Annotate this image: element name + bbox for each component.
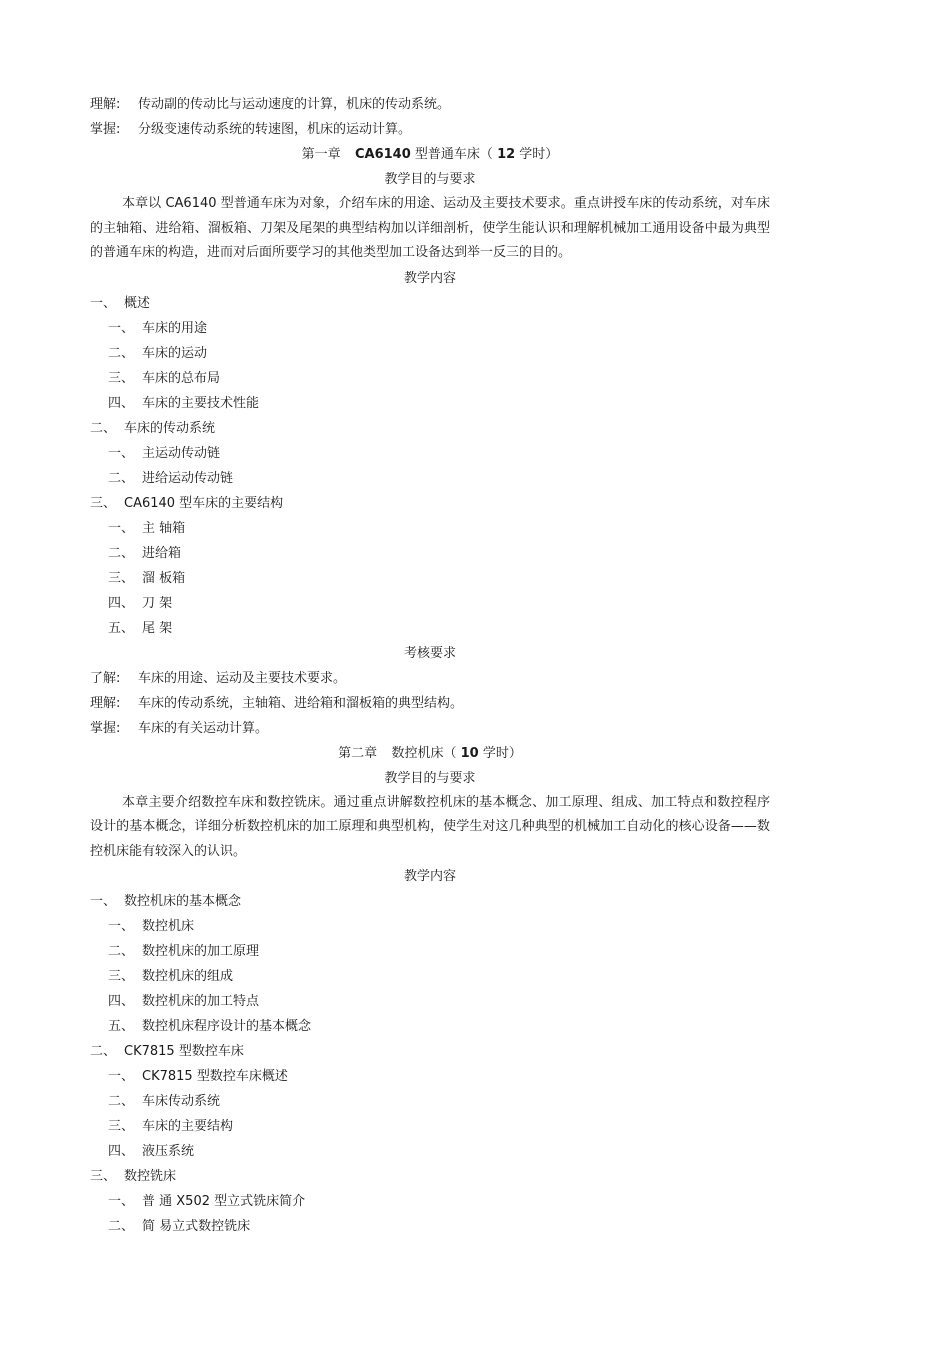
list-item bbox=[90, 516, 770, 541]
list-item bbox=[90, 466, 770, 491]
ch1-section-2 bbox=[90, 416, 770, 441]
item-num: 三、 bbox=[108, 1119, 135, 1134]
list-item bbox=[90, 616, 770, 641]
item-num: 二、 bbox=[108, 1219, 135, 1234]
chapter1-exam-heading: 考核要求 bbox=[403, 645, 456, 661]
chapter2-title bbox=[90, 741, 770, 766]
master-label: 掌握: bbox=[90, 122, 121, 137]
item-text: 进给箱 bbox=[142, 545, 182, 561]
section-num: 一、 bbox=[90, 894, 117, 909]
chapter2-title-hours: 10 bbox=[460, 745, 479, 761]
chapter1-title-code: CA6140 bbox=[354, 147, 411, 162]
item-text: 尾 架 bbox=[142, 620, 173, 636]
chapter2-title-middle: 数控机床（ bbox=[391, 745, 457, 761]
chapter1-title bbox=[90, 142, 770, 167]
item-text: 数控机床的加工特点 bbox=[142, 994, 260, 1009]
section-title: 数控机床的基本概念 bbox=[124, 894, 242, 909]
item-text: 数控机床程序设计的基本概念 bbox=[142, 1019, 312, 1034]
list-item bbox=[90, 341, 770, 366]
item-num: 一、 bbox=[108, 445, 135, 461]
list-item bbox=[90, 541, 770, 566]
list-item bbox=[90, 939, 770, 964]
item-num: 三、 bbox=[108, 370, 135, 386]
item-text: 数控机床的组成 bbox=[142, 969, 234, 984]
exam-text: 车床的传动系统，主轴箱、进给箱和溜板箱的典型结构。 bbox=[138, 695, 464, 711]
ch1-section-3 bbox=[90, 491, 770, 516]
list-item bbox=[90, 1064, 770, 1089]
list-item bbox=[90, 591, 770, 616]
chapter2-title-prefix: 第二章 bbox=[338, 745, 378, 761]
list-item bbox=[90, 1014, 770, 1039]
section-num: 三、 bbox=[90, 1169, 117, 1184]
section-title: 概述 bbox=[124, 295, 151, 311]
item-num: 一、 bbox=[108, 520, 135, 536]
item-num: 五、 bbox=[108, 620, 135, 636]
exam-text: 车床的有关运动计算。 bbox=[138, 720, 269, 736]
chapter2-goal-heading: 教学目的与要求 bbox=[384, 770, 476, 786]
item-text: 液压系统 bbox=[142, 1144, 195, 1159]
exam-label: 掌握: bbox=[90, 720, 121, 736]
item-num: 一、 bbox=[108, 1069, 135, 1084]
item-text: 车床的总布局 bbox=[142, 370, 221, 386]
item-num: 二、 bbox=[108, 545, 135, 561]
exam-item bbox=[90, 691, 770, 716]
exam-text: 车床的用途、运动及主要技术要求。 bbox=[138, 670, 347, 686]
chapter1-title-suffix: 学时） bbox=[519, 147, 559, 162]
item-text: 车床的主要技术性能 bbox=[142, 395, 260, 411]
item-text: 刀 架 bbox=[142, 595, 173, 611]
item-text: 数控机床的加工原理 bbox=[142, 944, 260, 959]
ch1-section-1 bbox=[90, 291, 770, 316]
section-num: 三、 bbox=[90, 495, 117, 511]
item-num: 二、 bbox=[108, 345, 135, 361]
master-text: 分级变速传动系统的转速图，机床的运动计算。 bbox=[138, 122, 412, 137]
item-text: 主 轴箱 bbox=[142, 520, 186, 536]
section-title: CA6140 型车床的主要结构 bbox=[124, 495, 284, 511]
item-num: 四、 bbox=[108, 395, 135, 411]
item-num: 一、 bbox=[108, 320, 135, 336]
chapter1-title-prefix: 第一章 bbox=[301, 147, 341, 162]
section-num: 二、 bbox=[90, 420, 117, 436]
chapter2-goal-text: 本章主要介绍数控车床和数控铣床。通过重点讲解数控机床的基本概念、加工原理、组成、加工特点和数控程序设计的基本概念，详细分析数控机床的加工原理和典型机构，使学生对这几种典型的机械加工自动化的核心设备——数控机床能有较深入的认识。 bbox=[90, 794, 770, 859]
item-text: 数控机床 bbox=[142, 919, 195, 934]
list-item bbox=[90, 316, 770, 341]
exam-item bbox=[90, 666, 770, 691]
item-text: 进给运动传动链 bbox=[142, 470, 234, 486]
item-num: 四、 bbox=[108, 1144, 135, 1159]
chapter1-title-middle: 型普通车床（ bbox=[414, 147, 493, 162]
understand-text: 传动副的传动比与运动速度的计算，机床的传动系统。 bbox=[138, 97, 451, 112]
section-title: 数控铣床 bbox=[124, 1169, 177, 1184]
chapter1-title-hours: 12 bbox=[497, 147, 516, 162]
chapter1-goal-heading: 教学目的与要求 bbox=[384, 172, 476, 187]
list-item bbox=[90, 366, 770, 391]
list-item bbox=[90, 989, 770, 1014]
item-num: 二、 bbox=[108, 1094, 135, 1109]
list-item bbox=[90, 391, 770, 416]
item-num: 二、 bbox=[108, 470, 135, 486]
list-item bbox=[90, 1214, 770, 1239]
chapter2-content-heading: 教学内容 bbox=[403, 869, 456, 884]
item-text: CK7815 型数控车床概述 bbox=[142, 1069, 288, 1084]
list-item bbox=[90, 914, 770, 939]
list-item bbox=[90, 1139, 770, 1164]
item-num: 二、 bbox=[108, 944, 135, 959]
intro-understand-line bbox=[90, 92, 770, 117]
intro-master-line bbox=[90, 117, 770, 142]
item-num: 一、 bbox=[108, 1194, 135, 1209]
ch2-section-1 bbox=[90, 889, 770, 914]
item-num: 一、 bbox=[108, 919, 135, 934]
item-num: 三、 bbox=[108, 969, 135, 984]
exam-item bbox=[90, 716, 770, 741]
item-num: 四、 bbox=[108, 595, 135, 611]
section-num: 一、 bbox=[90, 295, 117, 311]
document-page bbox=[90, 92, 770, 1239]
chapter1-content-heading: 教学内容 bbox=[403, 270, 456, 286]
section-num: 二、 bbox=[90, 1044, 117, 1059]
item-text: 溜 板箱 bbox=[142, 570, 186, 586]
list-item bbox=[90, 1189, 770, 1214]
item-text: 车床的用途 bbox=[142, 320, 208, 336]
section-title: CK7815 型数控车床 bbox=[124, 1044, 244, 1059]
chapter1-goal-text: 本章以 CA6140 型普通车床为对象，介绍车床的用途、运动及主要技术要求。重点讲授车床的传动系统，对车床的主轴箱、进给箱、溜板箱、刀架及尾架的典型结构加以详细剖析，使学生能认识和理解机械加工通用设备中最为典型的普通车床的构造，进而对后面所要学习的其他类型加工设备达到举一反三的目的。 bbox=[90, 196, 770, 260]
exam-label: 了解: bbox=[90, 670, 121, 686]
item-text: 车床传动系统 bbox=[142, 1094, 221, 1109]
list-item bbox=[90, 1114, 770, 1139]
chapter2-title-suffix: 学时） bbox=[482, 745, 522, 761]
list-item bbox=[90, 566, 770, 591]
item-text: 主运动传动链 bbox=[142, 445, 221, 461]
ch2-section-3 bbox=[90, 1164, 770, 1189]
item-text: 车床的运动 bbox=[142, 345, 208, 361]
understand-label: 理解: bbox=[90, 97, 121, 112]
item-num: 三、 bbox=[108, 570, 135, 586]
item-num: 五、 bbox=[108, 1019, 135, 1034]
exam-label: 理解: bbox=[90, 695, 121, 711]
list-item bbox=[90, 964, 770, 989]
section-title: 车床的传动系统 bbox=[124, 420, 216, 436]
list-item bbox=[90, 441, 770, 466]
ch2-section-2 bbox=[90, 1039, 770, 1064]
item-text: 简 易立式数控铣床 bbox=[142, 1219, 251, 1234]
item-num: 四、 bbox=[108, 994, 135, 1009]
item-text: 普 通 X502 型立式铣床简介 bbox=[142, 1194, 306, 1209]
list-item bbox=[90, 1089, 770, 1114]
item-text: 车床的主要结构 bbox=[142, 1119, 234, 1134]
